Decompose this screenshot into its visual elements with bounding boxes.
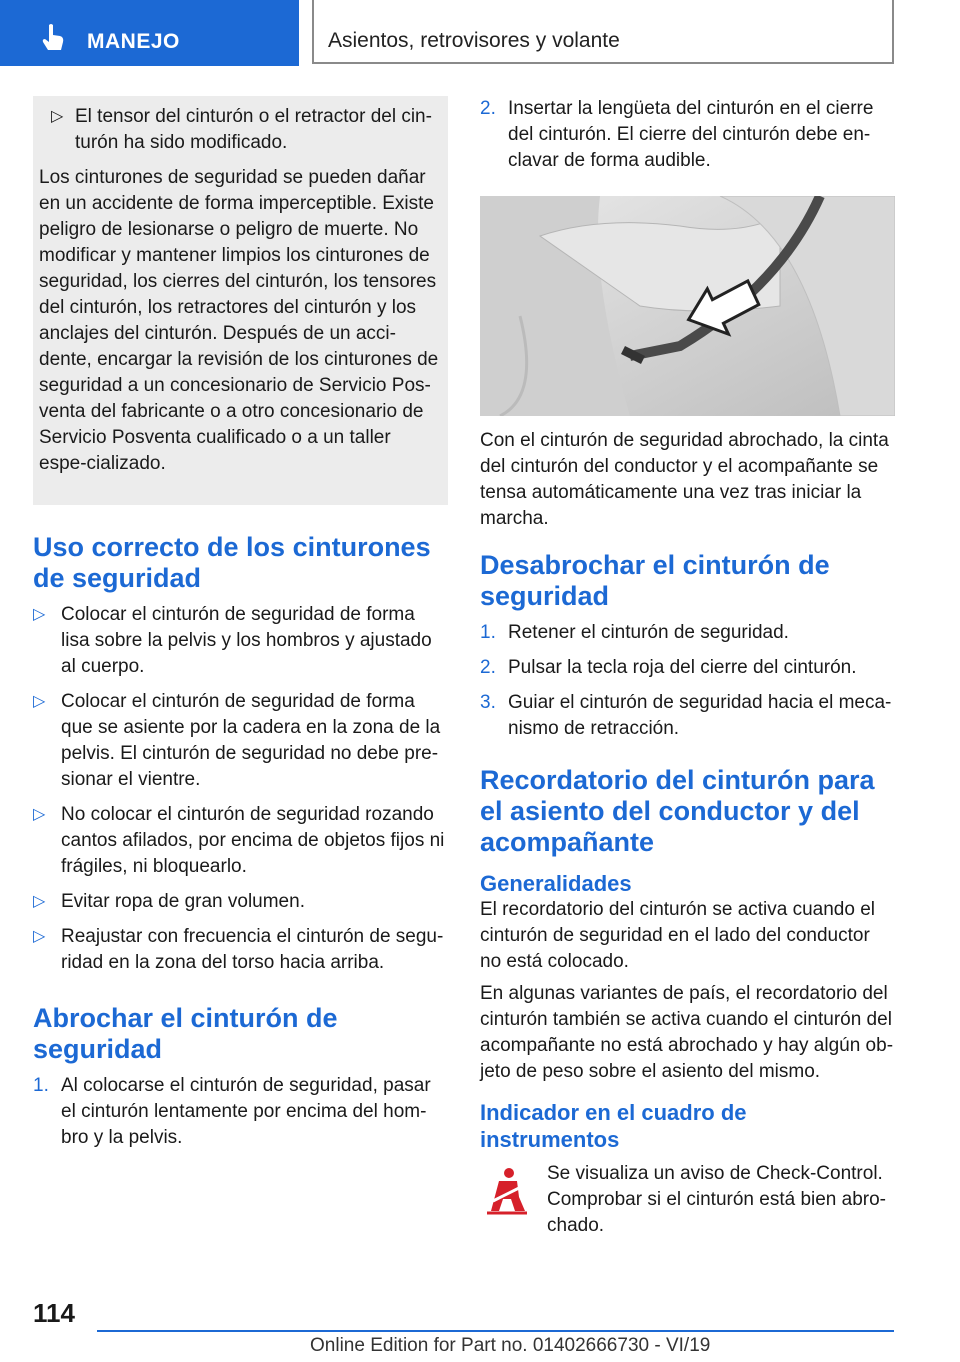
- triangle-bullet-icon: ▷: [33, 893, 46, 910]
- recordatorio-paragraph-1: El recordatorio del cinturón se activa cuando el cinturón de seguridad en el lado del conductor no está colocado.: [480, 899, 876, 972]
- chapter-tab: [0, 0, 299, 66]
- subheading-generalidades: Generalidades: [480, 871, 632, 896]
- after-step-text: Con el cinturón de seguridad abrochado, la cinta del cinturón del conductor y el acompañante se tensa automáticamente una vez tras iniciar la marcha.: [480, 430, 889, 529]
- uso-list: [33, 602, 448, 976]
- warning-bullet-text: El tensor del cinturón o el retractor del cin-turón ha sido modificado.: [75, 106, 432, 153]
- step-number: 3.: [480, 692, 496, 713]
- footer-divider: [97, 1330, 894, 1332]
- list-item-text: Reajustar con frecuencia el cinturón de segu-ridad en la zona del torso hacia arriba.: [61, 926, 444, 973]
- right-column: [480, 96, 895, 1239]
- step-text: Pulsar la tecla roja del cierre del cinturón.: [508, 657, 857, 678]
- triangle-bullet-icon: ▷: [51, 108, 64, 125]
- step-text: Insertar la lengüeta del cinturón en el cierre del cinturón. El cierre del cinturón debe en-clavar de forma audible.: [508, 98, 874, 171]
- list-item: [33, 889, 448, 915]
- step-item: [33, 1073, 448, 1151]
- chapter-label: MANEJO: [87, 30, 180, 53]
- seat-illustration: [480, 196, 895, 416]
- heading-abrochar: Abrochar el cinturón de seguridad: [33, 1003, 338, 1064]
- step-text: Retener el cinturón de seguridad.: [508, 622, 789, 643]
- hand-pointer-icon: [38, 22, 68, 52]
- seatbelt-buckle-photo: [480, 196, 895, 416]
- heading-uso-correcto: Uso correcto de los cinturones de seguridad: [33, 532, 431, 593]
- left-column: [33, 96, 448, 1160]
- triangle-bullet-icon: ▷: [33, 806, 46, 823]
- footer-edition: Online Edition for Part no. 01402666730 - VI/19: [310, 1335, 711, 1356]
- list-item-text: No colocar el cinturón de seguridad rozando cantos afilados, por encima de objetos fijos ni frágiles, ni bloquearlo.: [61, 804, 445, 877]
- indicator-text: Se visualiza un aviso de Check-Control. Comprobar si el cinturón está bien abro-chado.: [547, 1163, 887, 1236]
- step-item: [480, 690, 895, 742]
- step-item: [480, 96, 895, 174]
- heading-desabrochar: Desabrochar el cinturón de seguridad: [480, 550, 830, 611]
- heading-recordatorio: Recordatorio del cinturón para el asiento del conductor y del acompañante: [480, 765, 875, 857]
- list-item: [33, 802, 448, 880]
- list-item: [33, 602, 448, 680]
- triangle-bullet-icon: ▷: [33, 693, 46, 710]
- step-number: 2.: [480, 657, 496, 678]
- warning-bullet: [39, 104, 442, 156]
- seatbelt-warning-icon: [485, 1167, 529, 1215]
- subheading-indicador: Indicador en el cuadro de instrumentos: [480, 1100, 747, 1152]
- indicator-row: [480, 1161, 895, 1239]
- list-item: [33, 689, 448, 793]
- list-item-text: Evitar ropa de gran volumen.: [61, 891, 305, 912]
- step-number: 1.: [480, 622, 496, 643]
- section-title: [312, 0, 894, 64]
- list-item: [33, 924, 448, 976]
- triangle-bullet-icon: ▷: [33, 928, 46, 945]
- page-header: [0, 0, 960, 66]
- list-item-text: Colocar el cinturón de seguridad de forma que se asiente por la cadera en la zona de la pelvis. El cinturón de seguridad no debe pre-sionar el vientre.: [61, 691, 441, 790]
- step-text: Al colocarse el cinturón de seguridad, pasar el cinturón lentamente por encima del hom-bro y la pelvis.: [61, 1075, 431, 1148]
- page-number: 114: [33, 1298, 75, 1328]
- step-item: [480, 655, 895, 681]
- step-number: 1.: [33, 1075, 49, 1096]
- step-number: 2.: [480, 98, 496, 119]
- warning-box: [33, 96, 448, 505]
- step-text: Guiar el cinturón de seguridad hacia el meca-nismo de retracción.: [508, 692, 892, 739]
- step-item: [480, 620, 895, 646]
- triangle-bullet-icon: ▷: [33, 606, 46, 623]
- section-title-text: Asientos, retrovisores y volante: [328, 29, 620, 52]
- list-item-text: Colocar el cinturón de seguridad de forma lisa sobre la pelvis y los hombros y ajustado al cuerpo.: [61, 604, 432, 677]
- warning-text: Los cinturones de seguridad se pueden dañar en un accidente de forma imperceptible. Existe peligro de lesionarse o peligro de muerte. No modificar y mantener limpios los cinturones de seguridad, los cierres del cinturón, los tensores del cinturón, los retractores del cinturón y los anclajes del cinturón. Después de un acci-dente, encargar la revisión de los cinturones de seguridad a un concesionario de Servicio Pos-venta del fabricante o a otro concesionario de Servicio Posventa cualificado o a un taller espe-cializado.: [39, 167, 439, 474]
- recordatorio-paragraph-2: En algunas variantes de país, el recordatorio del cinturón también se activa cuando el cinturón del acompañante no está abrochado y hay algún ob-jeto de peso sobre el asiento del mismo.: [480, 983, 894, 1082]
